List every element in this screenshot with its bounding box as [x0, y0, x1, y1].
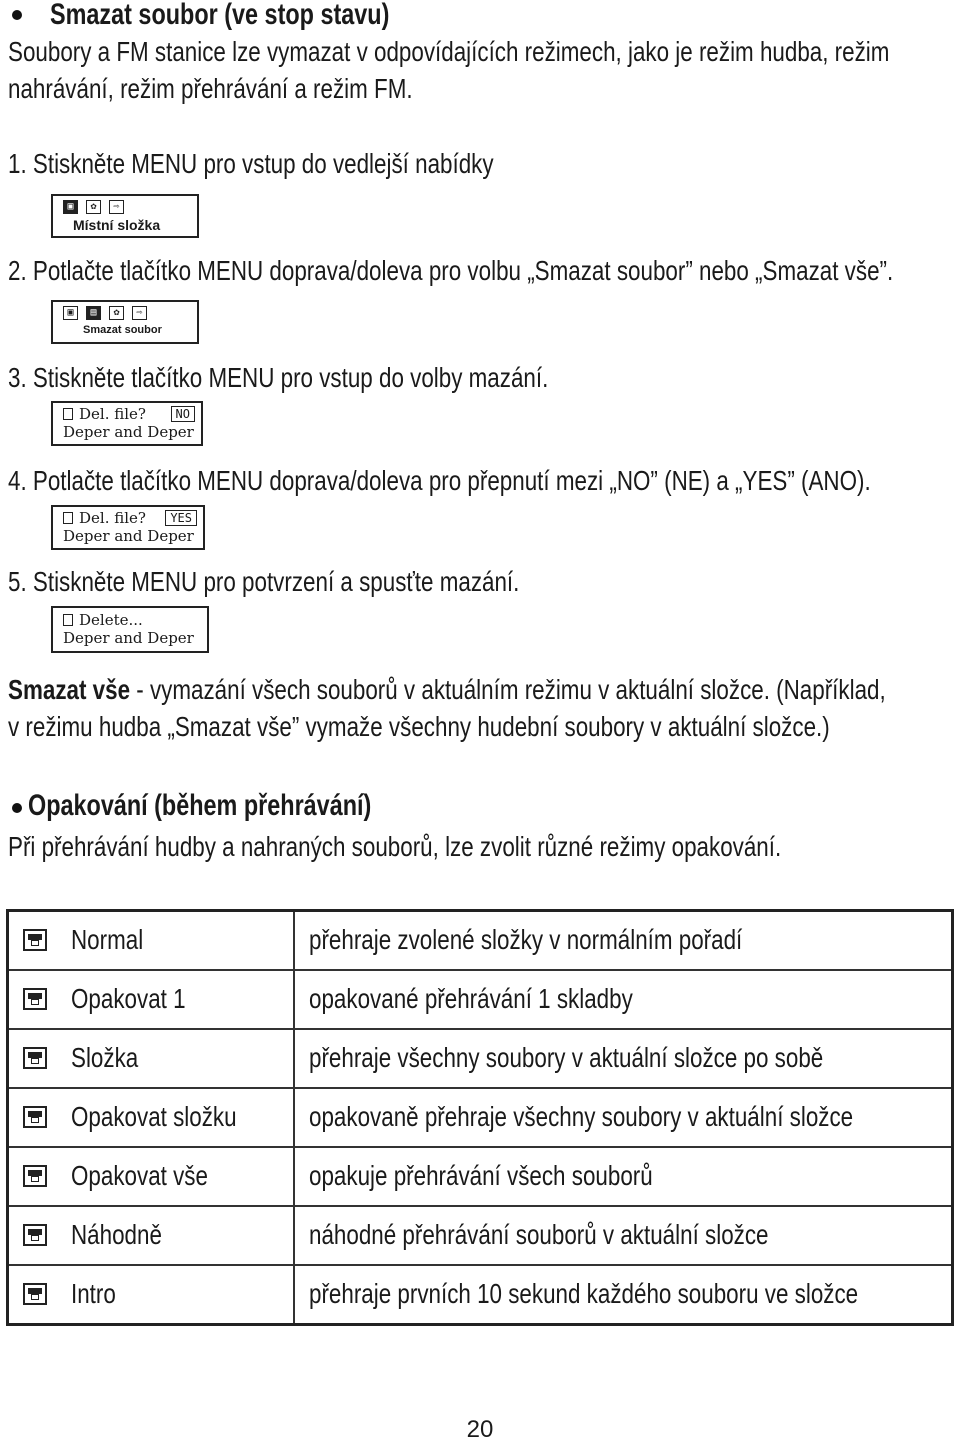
folder-icon: ▣ — [63, 200, 78, 214]
screen-line-1: Del. file? — [63, 405, 146, 423]
mode-name: Opakovat vše — [71, 1160, 208, 1191]
delete-all-term: Smazat vše — [8, 674, 131, 705]
gear-icon: ✿ — [86, 200, 101, 214]
table-row — [8, 970, 953, 1029]
mode-description: opakované přehrávání 1 skladby — [309, 983, 633, 1014]
menu-icons — [63, 306, 147, 320]
screen-line-1: Delete... — [63, 611, 143, 629]
delete-all-line-1: Smazat vše - vymazání všech souborů v aktuálním režimu v aktuální složce. (Například, — [8, 674, 886, 705]
screen-line-2: Deper and Deper — [63, 423, 194, 441]
table-row — [8, 1029, 953, 1088]
file-icon — [63, 408, 73, 420]
intro-line-2: nahrávání, režim přehrávání a režim FM. — [8, 73, 413, 104]
yes-box: YES — [165, 510, 197, 526]
mode-cell — [8, 1029, 295, 1088]
description-cell — [294, 911, 953, 971]
screen-del-file-no — [51, 401, 203, 446]
repeat-intro: Při přehrávání hudby a nahraných souborů, lze zvolit různé režimy opakování. — [8, 831, 782, 862]
repeat-mode-icon — [23, 1283, 47, 1305]
repeat-mode-icon — [23, 988, 47, 1010]
mode-cell — [8, 911, 295, 971]
table-row — [8, 1206, 953, 1265]
delete-icon: ▤ — [86, 306, 101, 320]
description-cell — [294, 1029, 953, 1088]
step-2: 2. Potlačte tlačítko MENU doprava/doleva pro volbu „Smazat soubor” nebo „Smazat vše”. — [8, 255, 894, 286]
step-5: 5. Stiskněte MENU pro potvrzení a spusťte mazání. — [8, 566, 520, 597]
repeat-modes-table — [6, 909, 954, 1326]
mode-cell — [8, 1265, 295, 1325]
mode-name: Normal — [71, 924, 144, 955]
screen-label: Smazat soubor — [83, 324, 162, 336]
step-4: 4. Potlačte tlačítko MENU doprava/doleva pro přepnutí mezi „NO” (NE) a „YES” (ANO). — [8, 465, 871, 496]
gear-icon: ✿ — [109, 306, 124, 320]
description-cell — [294, 1206, 953, 1265]
file-icon — [63, 614, 73, 626]
description-cell — [294, 970, 953, 1029]
repeat-mode-icon — [23, 1047, 47, 1069]
screen-label: Místní složka — [73, 217, 161, 233]
no-box: NO — [171, 406, 195, 422]
mode-cell — [8, 1088, 295, 1147]
screen-local-folder — [51, 194, 199, 238]
mode-cell — [8, 1147, 295, 1206]
mode-description: opakuje přehrávání všech souborů — [309, 1160, 653, 1191]
table-row — [8, 911, 953, 971]
table-row — [8, 1265, 953, 1325]
page-number: 20 — [466, 1416, 494, 1443]
table-row — [8, 1147, 953, 1206]
mode-cell — [8, 1206, 295, 1265]
section-title-delete: Smazat soubor (ve stop stavu) — [50, 0, 390, 31]
step-3: 3. Stiskněte tlačítko MENU pro vstup do volby mazání. — [8, 362, 549, 393]
mode-name: Opakovat složku — [71, 1101, 237, 1132]
menu-icons — [63, 200, 124, 214]
screen-line-2: Deper and Deper — [63, 629, 194, 647]
repeat-mode-icon — [23, 1106, 47, 1128]
mode-name: Intro — [71, 1278, 116, 1309]
screen-deleting — [51, 606, 209, 653]
screen-delete-file — [51, 300, 199, 344]
mode-name: Složka — [71, 1042, 139, 1073]
export-icon: ⇨ — [132, 306, 147, 320]
description-cell — [294, 1088, 953, 1147]
mode-description: přehraje zvolené složky v normálním pořadí — [309, 924, 743, 955]
export-icon: ⇨ — [109, 200, 124, 214]
mode-description: přehraje všechny soubory v aktuální složce po sobě — [309, 1042, 824, 1073]
screen-line-2: Deper and Deper — [63, 527, 194, 545]
file-icon — [63, 512, 73, 524]
screen-del-file-yes — [51, 505, 205, 550]
mode-description: opakovaně přehraje všechny soubory v aktuální složce — [309, 1101, 854, 1132]
section-title-repeat: Opakování (během přehrávání) — [28, 789, 372, 822]
table-row — [8, 1088, 953, 1147]
mode-cell — [8, 970, 295, 1029]
description-cell — [294, 1265, 953, 1325]
mode-name: Náhodně — [71, 1219, 162, 1250]
bullet-icon — [12, 803, 22, 813]
screen-line-1: Del. file? — [63, 509, 146, 527]
mode-name: Opakovat 1 — [71, 983, 186, 1014]
bullet-icon — [12, 10, 22, 20]
repeat-mode-icon — [23, 1224, 47, 1246]
repeat-mode-icon — [23, 1165, 47, 1187]
repeat-mode-icon — [23, 929, 47, 951]
delete-all-line-2: v režimu hudba „Smazat vše” vymaže všechny hudební soubory v aktuální složce.) — [8, 711, 830, 742]
intro-line-1: Soubory a FM stanice lze vymazat v odpovídajících režimech, jako je režim hudba, režim — [8, 36, 890, 67]
step-1: 1. Stiskněte MENU pro vstup do vedlejší nabídky — [8, 148, 494, 179]
description-cell — [294, 1147, 953, 1206]
mode-description: přehraje prvních 10 sekund každého souboru ve složce — [309, 1278, 859, 1309]
mode-description: náhodné přehrávání souborů v aktuální složce — [309, 1219, 769, 1250]
folder-icon: ▣ — [63, 306, 78, 320]
